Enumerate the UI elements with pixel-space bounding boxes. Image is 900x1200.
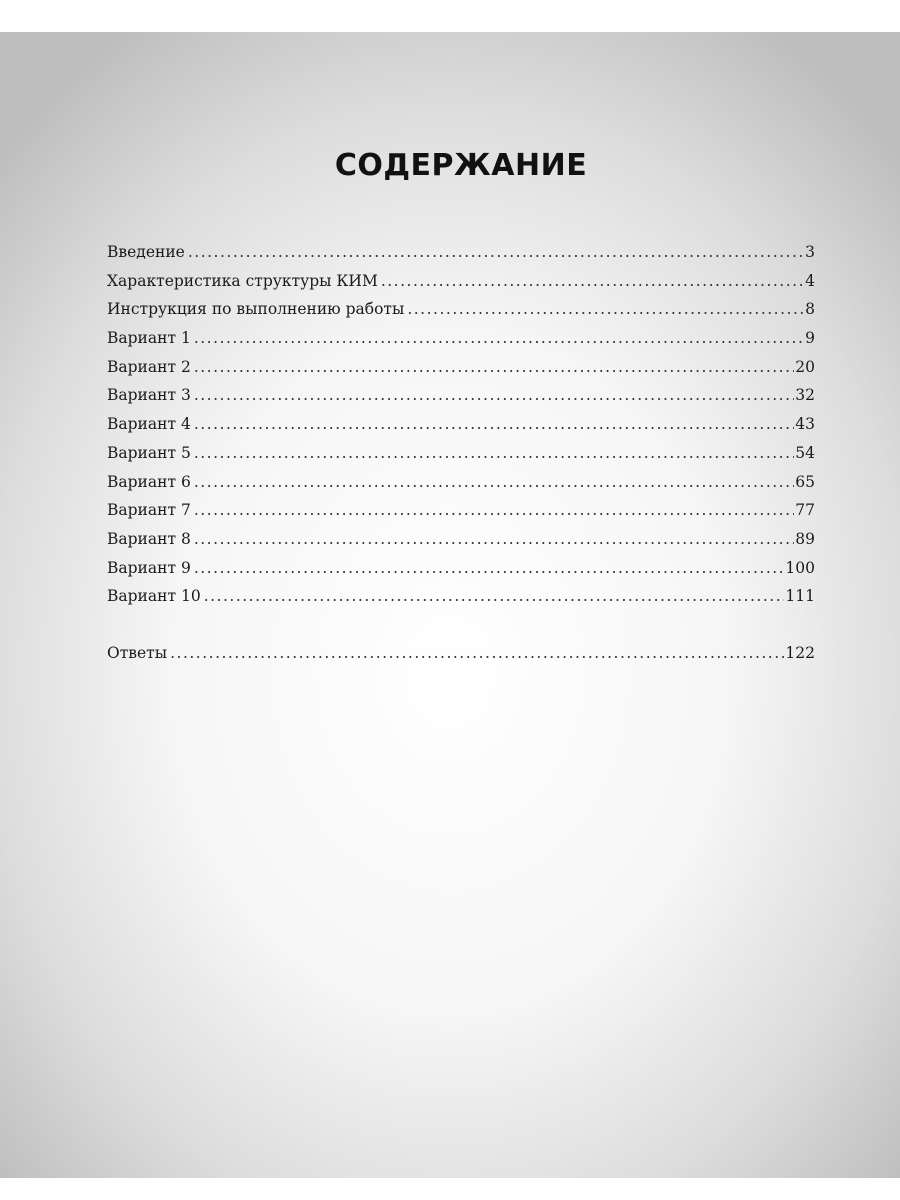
toc-entry-label: Вариант 9 <box>107 558 191 577</box>
toc-entry-label: Вариант 3 <box>107 386 191 405</box>
toc-entry-kim-structure[interactable] <box>107 271 815 300</box>
toc-entry-label: Вариант 4 <box>107 415 191 434</box>
toc-entry-label: Инструкция по выполнению работы <box>107 300 405 319</box>
toc-entry-variant-10[interactable] <box>107 586 815 615</box>
toc-entry-variant-4[interactable] <box>107 414 815 443</box>
toc-entry-label: Вариант 7 <box>107 501 191 520</box>
toc-entry-page: 65 <box>795 472 815 491</box>
toc-entry-page: 20 <box>795 357 815 376</box>
toc-dot-leader <box>194 500 794 520</box>
toc-entry-page: 77 <box>795 501 815 520</box>
toc-entry-variant-2[interactable] <box>107 357 815 386</box>
toc-entry-answers[interactable] <box>107 643 815 672</box>
toc-dot-leader <box>194 357 794 377</box>
toc-entry-label: Вариант 10 <box>107 587 201 606</box>
document-page <box>0 32 900 1178</box>
toc-entry-page: 43 <box>795 415 815 434</box>
toc-dot-leader <box>194 558 785 578</box>
toc-dot-leader <box>194 443 794 463</box>
toc-dot-leader <box>194 385 794 405</box>
toc-entry-page: 4 <box>805 271 815 290</box>
toc-dot-leader <box>194 472 794 492</box>
table-of-contents <box>107 242 815 672</box>
toc-entry-variant-5[interactable] <box>107 443 815 472</box>
toc-entry-variant-9[interactable] <box>107 558 815 587</box>
page-title: СОДЕРЖАНИЕ <box>334 148 588 183</box>
toc-dot-leader <box>194 328 804 348</box>
toc-entry-variant-8[interactable] <box>107 529 815 558</box>
toc-entry-label: Вариант 6 <box>107 472 191 491</box>
toc-entry-page: 111 <box>785 587 815 606</box>
toc-entry-variant-1[interactable] <box>107 328 815 357</box>
toc-dot-leader <box>204 586 785 606</box>
toc-entry-page: 122 <box>785 643 815 662</box>
toc-entry-label: Вариант 2 <box>107 357 191 376</box>
toc-dot-leader <box>194 414 794 434</box>
toc-entry-variant-7[interactable] <box>107 500 815 529</box>
toc-entry-introduction[interactable] <box>107 242 815 271</box>
toc-dot-leader <box>407 299 804 319</box>
toc-entry-page: 8 <box>805 300 815 319</box>
toc-entry-page: 89 <box>795 529 815 548</box>
toc-entry-label: Вариант 5 <box>107 443 191 462</box>
toc-dot-leader <box>170 643 784 663</box>
toc-entry-page: 3 <box>805 243 815 261</box>
toc-entry-label: Вариант 1 <box>107 329 191 348</box>
toc-entry-page: 100 <box>785 558 815 577</box>
toc-entry-instructions[interactable] <box>107 299 815 328</box>
toc-entry-label: Характеристика структуры КИМ <box>107 271 378 290</box>
toc-entry-label: Вариант 8 <box>107 529 191 548</box>
toc-entry-page: 9 <box>805 329 815 348</box>
toc-entry-variant-6[interactable] <box>107 472 815 501</box>
toc-dot-leader <box>194 529 794 549</box>
toc-dot-leader <box>381 271 804 291</box>
toc-dot-leader <box>188 242 804 262</box>
toc-entry-label: Введение <box>107 243 185 261</box>
toc-entry-label: Ответы <box>107 643 168 662</box>
toc-entry-variant-3[interactable] <box>107 385 815 414</box>
toc-entry-page: 54 <box>795 443 815 462</box>
toc-entry-page: 32 <box>795 386 815 405</box>
